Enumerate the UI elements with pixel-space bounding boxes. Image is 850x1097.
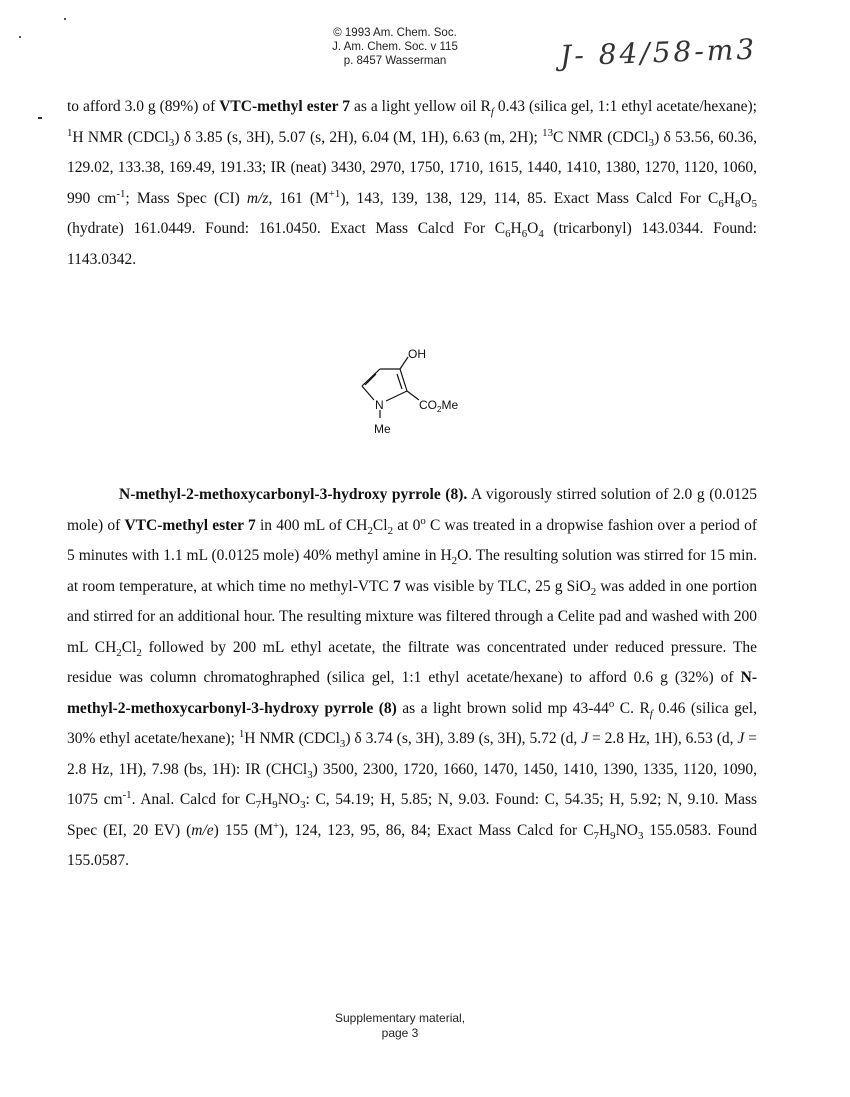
subscript: 7 — [593, 829, 599, 842]
text: ) δ 3.85 (s, 3H), 5.07 (s, 2H), 6.04 (M, 1H), 6.63 (m, 2H); — [174, 128, 543, 146]
page-footer — [300, 1011, 500, 1041]
subscript: 6 — [505, 228, 511, 241]
subscript: f — [490, 106, 494, 119]
text: NO — [277, 791, 301, 808]
text: 155.0583. Found 155.0587. — [67, 821, 758, 869]
bond — [400, 357, 408, 369]
subscript: 2 — [136, 646, 142, 659]
subscript: 6 — [718, 197, 724, 210]
text: as a light yellow oil R — [349, 98, 491, 115]
citation-line: © 1993 Am. Chem. Soc. — [333, 27, 457, 39]
text: followed by 200 mL ethyl acetate, the filtrate was concentrated under reduced pressure. The residue was column chromatoghraphed (silica gel, 1:1 ethyl acetate/hexane) to afford 0.6 g (32%) of — [67, 638, 757, 686]
superscript: 1 — [238, 727, 245, 740]
superscript: o — [420, 514, 426, 527]
double-bond — [397, 374, 402, 389]
subscript: f — [649, 707, 653, 720]
footer-line: Supplementary material, — [334, 1011, 466, 1025]
bond — [407, 391, 419, 400]
compound-name: VTC-methyl ester 7 — [124, 516, 256, 534]
text: in 400 mL of CH — [255, 516, 368, 534]
subscript: 9 — [272, 799, 278, 812]
text: was added in one portion and stirred for an additional hour. The resulting mixture was filtered through a Celite pad and washed with 200 mL CH — [67, 577, 757, 656]
subscript: 3 — [307, 768, 313, 781]
text: ; Mass Spec (CI) — [125, 189, 247, 207]
text: H — [510, 220, 522, 237]
ester-subscript: 2 — [437, 405, 442, 414]
italic-text: m/e — [191, 821, 214, 839]
text: ), 143, 139, 138, 129, 114, 85. Exact Mass Calcd For C — [340, 189, 719, 207]
text: O — [527, 220, 539, 237]
structure-svg — [340, 342, 490, 442]
superscript: 13 — [542, 126, 553, 139]
citation-line: p. 8457 Wasserman — [343, 55, 447, 67]
handwritten-note: J- 84/58-m3 — [559, 32, 758, 73]
methyl-label: Me — [374, 422, 391, 436]
n-label: N — [375, 398, 384, 412]
margin-mark — [38, 117, 42, 119]
subscript: 3 — [637, 829, 644, 842]
bond — [362, 386, 374, 400]
superscript: +1 — [328, 187, 341, 200]
citation-line: J. Am. Chem. Soc. v 115 — [332, 41, 458, 53]
text: 0.43 (silica gel, 1:1 ethyl acetate/hexane); — [493, 98, 757, 115]
text: ), 124, 123, 95, 86, 84; Exact Mass Calcd for C — [279, 821, 594, 839]
paragraph-ester-data — [67, 92, 757, 275]
subscript: 2 — [116, 646, 122, 659]
subscript: 3 — [648, 136, 655, 149]
subscript: 8 — [734, 197, 741, 210]
text: as a light brown solid mp 43-44 — [396, 699, 609, 717]
text: = 2.8 Hz, 1H), 6.53 (d, — [588, 730, 738, 747]
subscript: 3 — [339, 738, 346, 751]
text: = 2.8 Hz, 1H), 7.98 (bs, 1H): IR (CHCl — [67, 730, 757, 778]
text: at 0 — [392, 516, 421, 534]
compound-number: 7 — [393, 577, 401, 595]
compound-heading: N-methyl-2-methoxycarbonyl-3-hydroxy pyrrole (8). — [119, 486, 468, 503]
superscript: 1 — [67, 126, 73, 139]
text: (hydrate) 161.0449. Found: 161.0450. Exact Mass Calcd For C — [67, 220, 506, 237]
text: H — [723, 189, 735, 207]
subscript: 6 — [521, 228, 528, 241]
oh-label: OH — [408, 347, 426, 361]
citation-header — [300, 26, 490, 68]
text: Cl — [121, 638, 137, 656]
subscript: 2 — [387, 524, 393, 537]
text: NO — [615, 821, 638, 839]
superscript: -1 — [122, 788, 132, 801]
compound-name: VTC-methyl ester 7 — [219, 98, 350, 115]
page-number: page 3 — [381, 1026, 419, 1040]
bond — [386, 391, 407, 401]
double-bond — [365, 374, 376, 385]
subscript: 4 — [538, 228, 544, 241]
ester-label — [419, 398, 458, 414]
scan-speck — [64, 18, 66, 20]
text: H — [598, 821, 611, 839]
italic-text: m/z — [246, 189, 269, 207]
superscript: + — [273, 819, 280, 832]
text: , 161 (M — [268, 189, 329, 207]
text: 0.46 (silica gel, 30% ethyl acetate/hexane); — [67, 699, 757, 747]
text: ) δ 3.74 (s, 3H), 3.89 (s, 3H), 5.72 (d, — [345, 730, 582, 747]
text: ) δ 53.56, 60.36, 129.02, 133.38, 169.49, 191.33; IR (neat) 3430, 2970, 1750, 1710, 1615, 1440, 1410, 1380, 1270, 1120, 1060, 990 cm — [67, 128, 757, 207]
text: A vigorously stirred solution of 2.0 g (0.0125 mole) of — [67, 486, 757, 534]
bond — [362, 369, 380, 386]
text: (tricarbonyl) 143.0344. Found: 1143.0342. — [67, 220, 757, 268]
text: O. The resulting solution was stirred for 15 min. at room temperature, at which time no methyl-VTC — [67, 547, 757, 595]
pyrrole-structure-diagram — [340, 342, 490, 442]
text: : C, 54.19; H, 5.85; N, 9.03. Found: C, 54.35; H, 5.92; N, 9.10. Mass Spec (EI, 20 EV) ( — [67, 791, 758, 839]
subscript: 3 — [168, 136, 175, 149]
text: H — [261, 791, 273, 808]
italic-text: J — [581, 730, 589, 747]
subscript: 2 — [451, 555, 458, 568]
subscript: 9 — [610, 829, 616, 842]
text: C. R — [614, 699, 650, 717]
subscript: 2 — [367, 524, 373, 537]
ester-co: CO — [419, 398, 437, 412]
paragraph-pyrrole-synthesis — [67, 480, 757, 877]
text: to afford 3.0 g (89%) of — [67, 98, 220, 115]
text: ) 3500, 2300, 1720, 1660, 1470, 1450, 1410, 1390, 1335, 1120, 1090, 1075 cm — [67, 760, 758, 808]
text: H NMR (CDCl — [244, 730, 340, 747]
scan-speck — [19, 36, 21, 38]
text: H NMR (CDCl — [72, 128, 169, 146]
italic-text: J — [737, 730, 745, 747]
text: O — [740, 189, 752, 207]
subscript: 5 — [751, 197, 757, 210]
text: was visible by TLC, 25 g SiO — [400, 577, 591, 595]
subscript: 2 — [590, 585, 597, 598]
text: Cl — [372, 516, 388, 534]
ester-me: Me — [441, 398, 459, 412]
compound-name: N-methyl-2-methoxycarbonyl-3-hydroxy pyrrole (8) — [67, 669, 757, 717]
superscript: o — [608, 697, 615, 710]
text: . Anal. Calcd for C — [131, 791, 256, 808]
text: ) 155 (M — [213, 821, 274, 839]
superscript: -1 — [116, 187, 126, 200]
text: C was treated in a dropwise fashion over a period of 5 minutes with 1.1 mL (0.0125 mole) 40% methyl amine in H — [67, 516, 757, 564]
text: C NMR (CDCl — [553, 128, 649, 146]
subscript: 3 — [300, 799, 306, 812]
subscript: 7 — [255, 799, 262, 812]
